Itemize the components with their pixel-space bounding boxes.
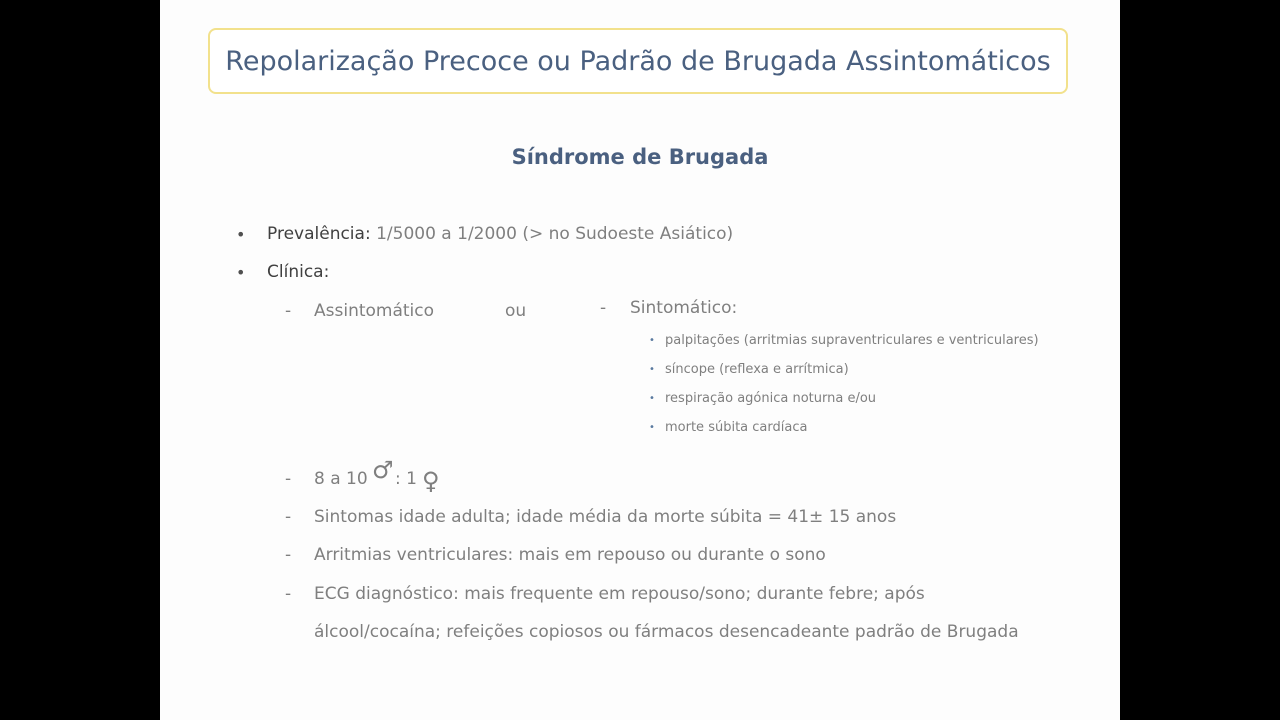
small-bullet-marker: • xyxy=(649,393,655,404)
male-symbol-icon: ♂ xyxy=(372,456,394,484)
title-box xyxy=(208,28,1068,94)
list-item: ECG diagnóstico: mais frequente em repouso/sono; durante febre; após xyxy=(314,584,925,604)
prevalence-label: Prevalência: xyxy=(267,224,371,244)
slide-title: Repolarização Precoce ou Padrão de Brugada Assintomáticos xyxy=(225,45,1051,77)
bullet-marker: • xyxy=(236,263,246,282)
dash-marker: - xyxy=(285,301,292,321)
small-bullet-marker: • xyxy=(649,422,655,433)
or-text: ou xyxy=(505,301,527,321)
slide-subtitle: Síndrome de Brugada xyxy=(511,145,769,169)
dash-marker: - xyxy=(285,545,292,565)
symptom-item: respiração agónica noturna e/ou xyxy=(665,391,877,406)
dash-marker: - xyxy=(285,584,292,604)
symptomatic-text: Sintomático: xyxy=(630,298,738,318)
list-item: Arritmias ventriculares: mais em repouso ou durante o sono xyxy=(314,545,826,565)
dash-marker: - xyxy=(285,507,292,527)
ratio-prefix: 8 a 10 xyxy=(314,469,368,489)
symptom-item: síncope (reflexa e arrítmica) xyxy=(665,362,849,377)
symptom-item: morte súbita cardíaca xyxy=(665,420,808,435)
small-bullet-marker: • xyxy=(649,364,655,375)
prevalence-line xyxy=(267,224,733,244)
list-item-continuation: álcool/cocaína; refeições copiosos ou fármacos desencadeante padrão de Brugada xyxy=(314,622,1019,642)
slide xyxy=(160,0,1120,720)
bullet-marker: • xyxy=(236,225,246,244)
dash-marker: - xyxy=(600,298,607,318)
female-symbol-icon: ♀ xyxy=(422,467,440,495)
list-item: Sintomas idade adulta; idade média da morte súbita = 41± 15 anos xyxy=(314,507,897,527)
small-bullet-marker: • xyxy=(649,335,655,346)
dash-marker: - xyxy=(285,469,292,489)
asymptomatic-text: Assintomático xyxy=(314,301,435,321)
ratio-middle: : 1 xyxy=(395,469,417,489)
symptom-item: palpitações (arritmias supraventriculares e ventriculares) xyxy=(665,333,1039,348)
prevalence-text: 1/5000 a 1/2000 (> no Sudoeste Asiático) xyxy=(370,224,734,244)
clinica-label: Clínica: xyxy=(267,262,330,282)
